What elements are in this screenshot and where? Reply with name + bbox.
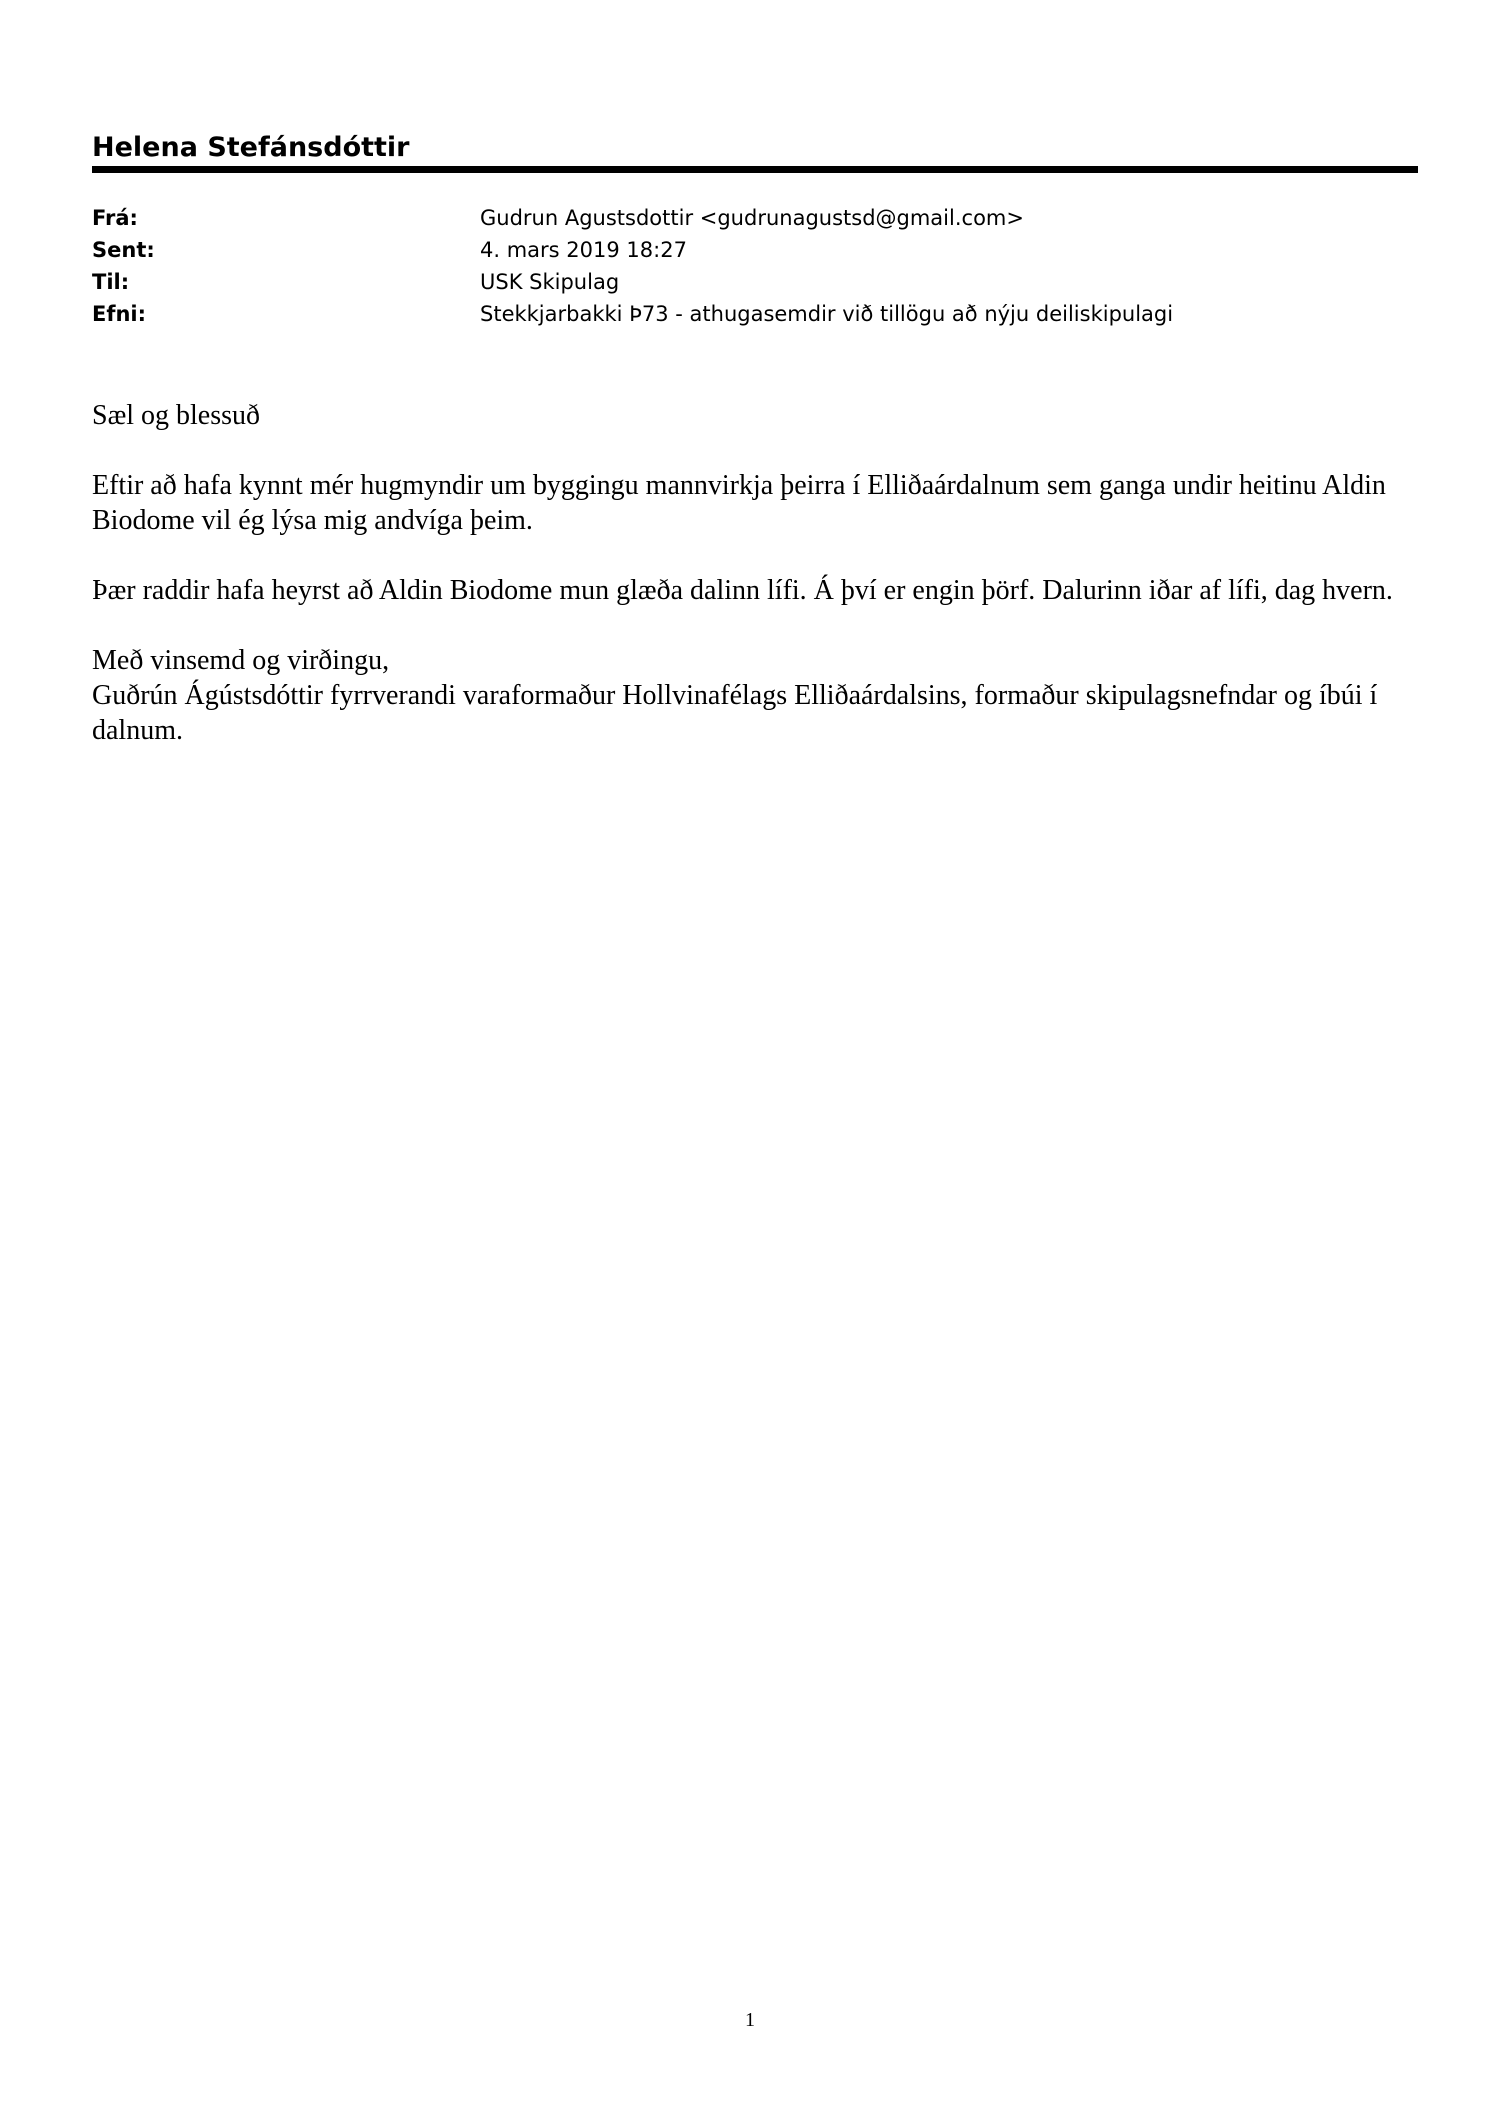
from-label: Frá: [92,206,138,230]
subject-row [92,298,1418,330]
to-label: Til: [92,270,130,294]
closing-line: Með vinsemd og virðingu, [92,645,390,676]
to-value: USK Skipulag [480,270,620,294]
sent-row [92,234,1418,266]
email-header-fields [92,202,1418,330]
to-row [92,266,1418,298]
page-number: 1 [745,2009,755,2031]
body-paragraph-1: Eftir að hafa kynnt mér hugmyndir um byggingu mannvirkja þeirra í Elliðaárdalnum sem ganga undir heitinu Aldin Biodome vil ég lýsa mig andvíga þeim. [92,470,1386,536]
signature: Guðrún Ágústsdóttir fyrrverandi varaformaður Hollvinafélags Elliðaárdalsins, formaður skipulagsnefndar og íbúi í dalnum. [92,680,1378,746]
from-row [92,202,1418,234]
subject-label: Efni: [92,302,147,326]
greeting: Sæl og blessuð [92,400,261,431]
header-rule [92,166,1418,173]
email-body [92,398,1422,748]
sent-label: Sent: [92,238,155,262]
subject-value: Stekkjarbakki Þ73 - athugasemdir við tillögu að nýju deiliskipulagi [480,302,1174,326]
body-paragraph-2: Þær raddir hafa heyrst að Aldin Biodome mun glæða dalinn lífi. Á því er engin þörf. Dalurinn iðar af lífi, dag hvern. [92,575,1393,606]
sent-value: 4. mars 2019 18:27 [480,238,687,262]
mailbox-owner-name: Helena Stefánsdóttir [92,132,410,163]
from-value: Gudrun Agustsdottir <gudrunagustsd@gmail.com> [480,206,1024,230]
